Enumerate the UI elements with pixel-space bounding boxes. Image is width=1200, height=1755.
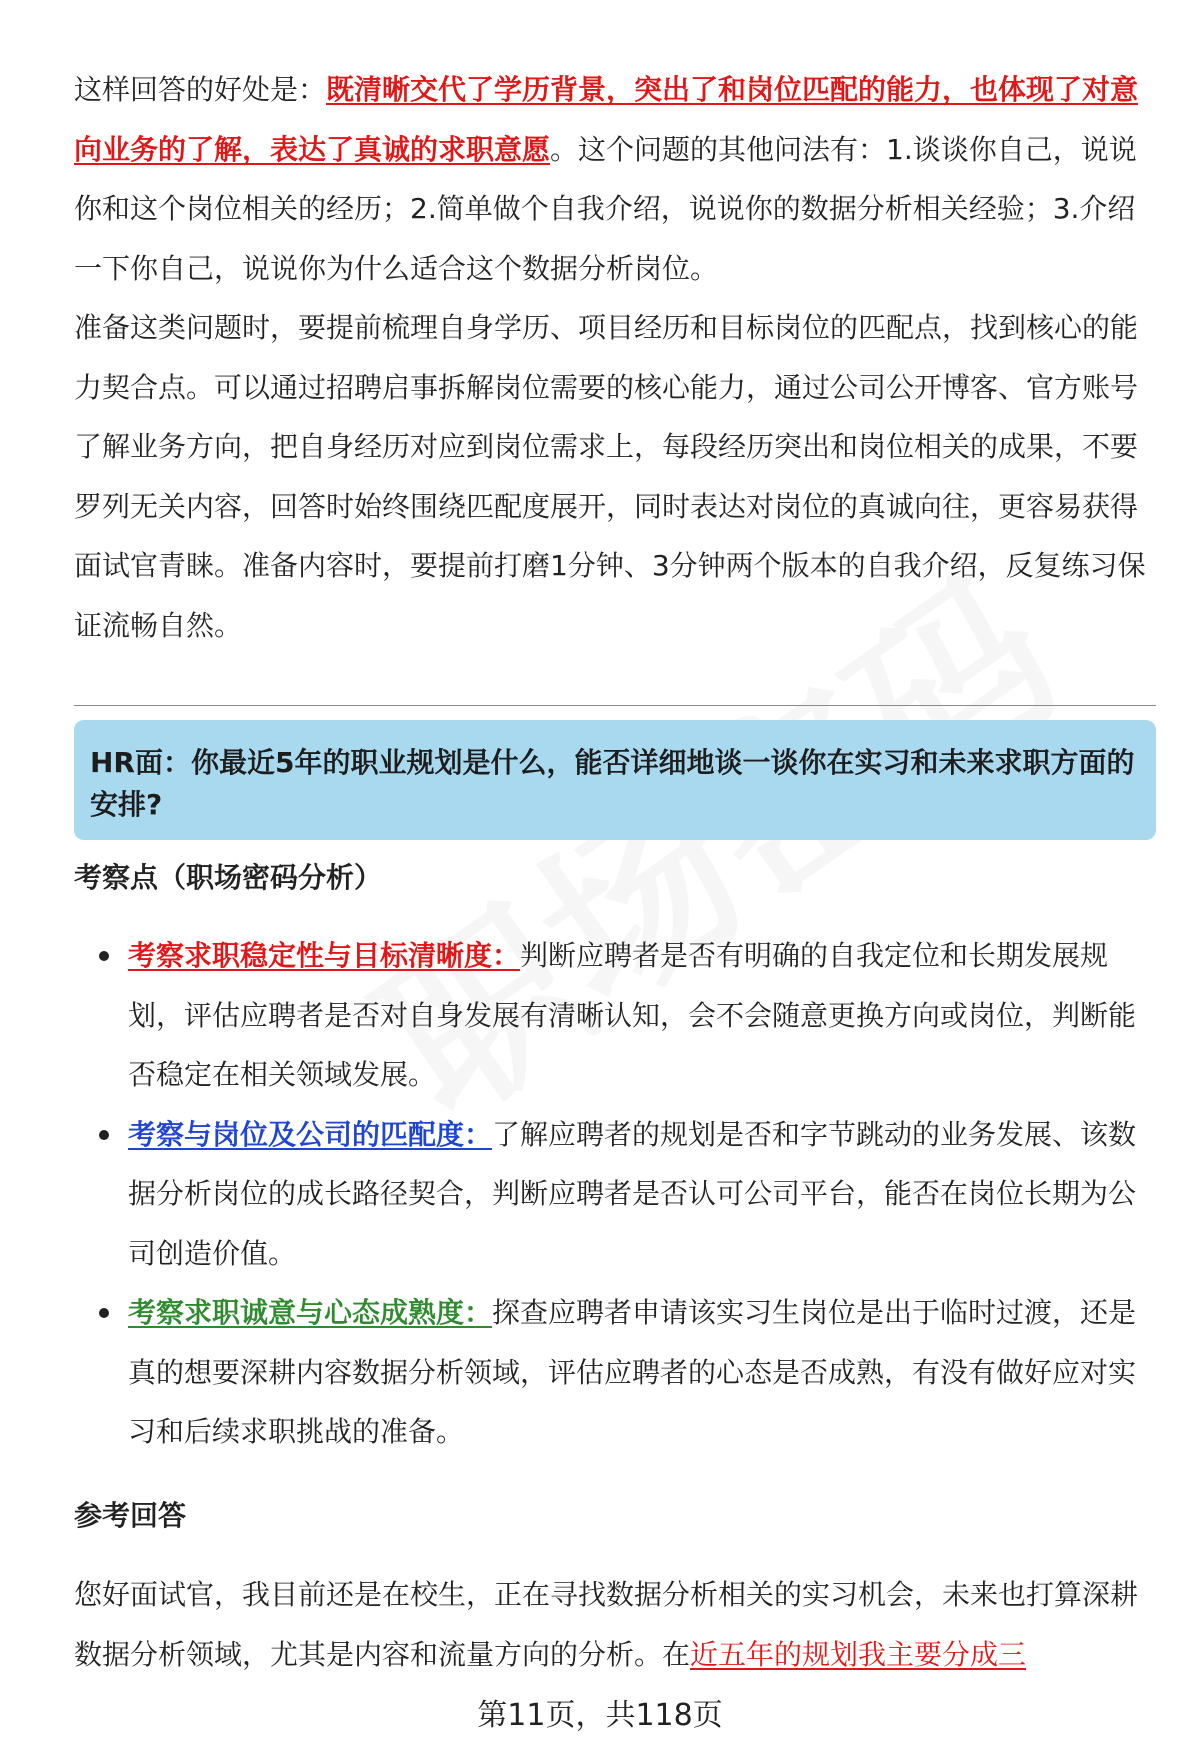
question-text: HR面：你最近5年的职业规划是什么，能否详细地谈一谈你在实习和未来求职方面的安排?	[90, 746, 1135, 821]
intro-prefix: 这样回答的好处是：	[74, 73, 327, 106]
exam-point-text: 了解应聘者的规划是否和字节跳动的业务发展、该数据分析岗位的成长路径契合，判断应聘者是否认可公司平台，能否在岗位长期为公司创造价值。	[128, 1117, 1137, 1270]
page-footer: 第11页，共118页	[477, 1698, 723, 1733]
intro-paragraph	[74, 60, 1154, 298]
intro-rest: 。这个问题的其他问法有：1.谈谈你自己，说说你和这个岗位相关的经历；2.简单做个自我介绍，说说你的数据分析相关经验；3.介绍一下你自己，说说你为什么适合这个数据分析岗位。	[74, 132, 1137, 285]
exam-point	[74, 926, 1156, 1105]
answer-text: 您好面试官，我目前还是在校生，正在寻找数据分析相关的实习机会，未来也打算深耕数据分析领域，尤其是内容和流量方向的分析。在	[74, 1578, 1139, 1671]
answer-heading: 参考回答	[74, 1499, 187, 1532]
exam-point-text: 探查应聘者申请该实习生岗位是出于临时过渡，还是真的想要深耕内容数据分析领域，评估应聘者的心态是否成熟，有没有做好应对实习和后续求职挑战的准备。	[128, 1296, 1137, 1448]
bullet-dot-icon	[99, 951, 109, 961]
prep-paragraph: 准备这类问题时，要提前梳理自身学历、项目经历和目标岗位的匹配点，找到核心的能力契合点。可以通过招聘启事拆解岗位需要的核心能力，通过公司公开博客、官方账号了解业务方向，把自身经历对应到岗位需求上，每段经历突出和岗位相关的成果，不要罗列无关内容，回答时始终围绕匹配度展开，同时表达对岗位的真诚向往，更容易获得面试官青睐。准备内容时，要提前打磨1分钟、3分钟两个版本的自我介绍，反复练习保证流畅自然。	[74, 311, 1146, 642]
bullet-dot-icon	[99, 1130, 109, 1140]
exam-point-lead: 考察与岗位及公司的匹配度：	[128, 1117, 493, 1151]
exam-point-text: 判断应聘者是否有明确的自我定位和长期发展规划，评估应聘者是否对自身发展有清晰认知，会不会随意更换方向或岗位，判断能否稳定在相关领域发展。	[128, 939, 1137, 1091]
exam-points-heading: 考察点（职场密码分析）	[74, 861, 383, 894]
intro-highlight: 既清晰交代了学历背景，突出了和岗位匹配的能力，也体现了对意向业务的了解，表达了真诚的求职意愿	[74, 73, 1139, 166]
exam-point	[74, 1105, 1156, 1284]
question-box	[74, 720, 1156, 840]
exam-point-lead: 考察求职稳定性与目标清晰度：	[128, 939, 521, 972]
exam-point-lead: 考察求职诚意与心态成熟度：	[128, 1296, 493, 1329]
answer-highlight: 近五年的规划我主要分成三	[690, 1637, 1027, 1671]
section-divider	[74, 705, 1156, 706]
bullet-dot-icon	[99, 1308, 109, 1318]
exam-point	[74, 1283, 1156, 1462]
exam-points-list	[74, 926, 1156, 1462]
answer-paragraph	[74, 1565, 1154, 1684]
